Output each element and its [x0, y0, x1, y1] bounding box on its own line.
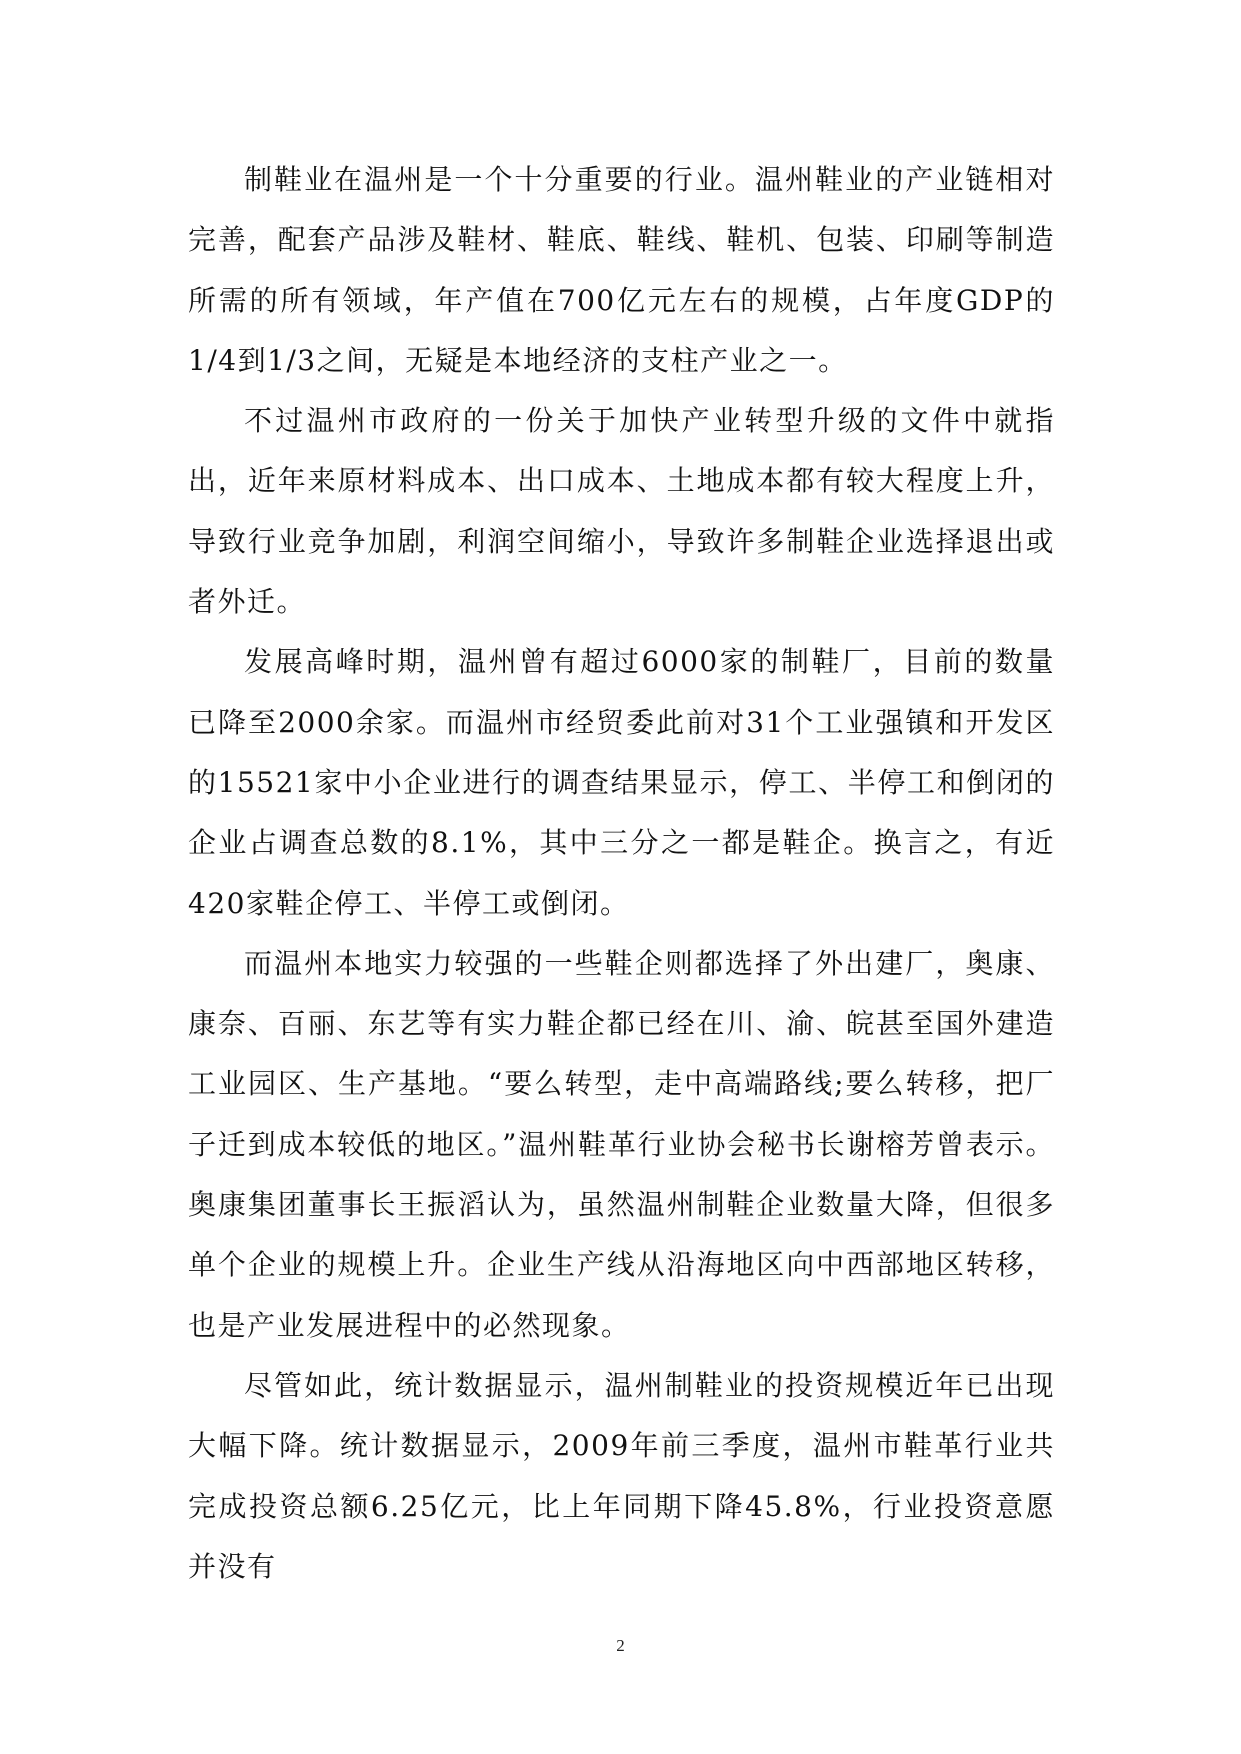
page-number: 2 [616, 1636, 625, 1655]
paragraph-3: 发展高峰时期，温州曾有超过6000家的制鞋厂，目前的数量已降至2000余家。而温州市经贸委此前对31个工业强镇和开发区的15521家中小企业进行的调查结果显示，停工、半停工和倒闭的企业占调查总数的8.1%，其中三分之一都是鞋企。换言之，有近420家鞋企停工、半停工或倒闭。 [188, 645, 1055, 920]
paragraph-2: 不过温州市政府的一份关于加快产业转型升级的文件中就指出，近年来原材料成本、出口成本、土地成本都有较大程度上升，导致行业竞争加剧，利润空间缩小，导致许多制鞋企业选择退出或者外迁。 [188, 404, 1055, 619]
paragraph-1: 制鞋业在温州是一个十分重要的行业。温州鞋业的产业链相对完善，配套产品涉及鞋材、鞋底、鞋线、鞋机、包装、印刷等制造所需的所有领域，年产值在700亿元左右的规模，占年度GDP的1/4到1/3之间，无疑是本地经济的支柱产业之一。 [188, 163, 1055, 377]
paragraph-5: 尽管如此，统计数据显示，温州制鞋业的投资规模近年已出现大幅下降。统计数据显示，2009年前三季度，温州市鞋革行业共完成投资总额6.25亿元，比上年同期下降45.8%，行业投资意愿并没有 [188, 1368, 1055, 1583]
body-text [188, 150, 1055, 1597]
paragraph-4: 而温州本地实力较强的一些鞋企则都选择了外出建厂，奥康、康奈、百丽、东艺等有实力鞋企都已经在川、渝、皖甚至国外建造工业园区、生产基地。“要么转型，走中高端路线;要么转移，把厂子迁到成本较低的地区。”温州鞋革行业协会秘书长谢榕芳曾表示。奥康集团董事长王振滔认为，虽然温州制鞋企业数量大降，但很多单个企业的规模上升。企业生产线从沿海地区向中西部地区转移，也是产业发展进程中的必然现象。 [188, 946, 1055, 1342]
